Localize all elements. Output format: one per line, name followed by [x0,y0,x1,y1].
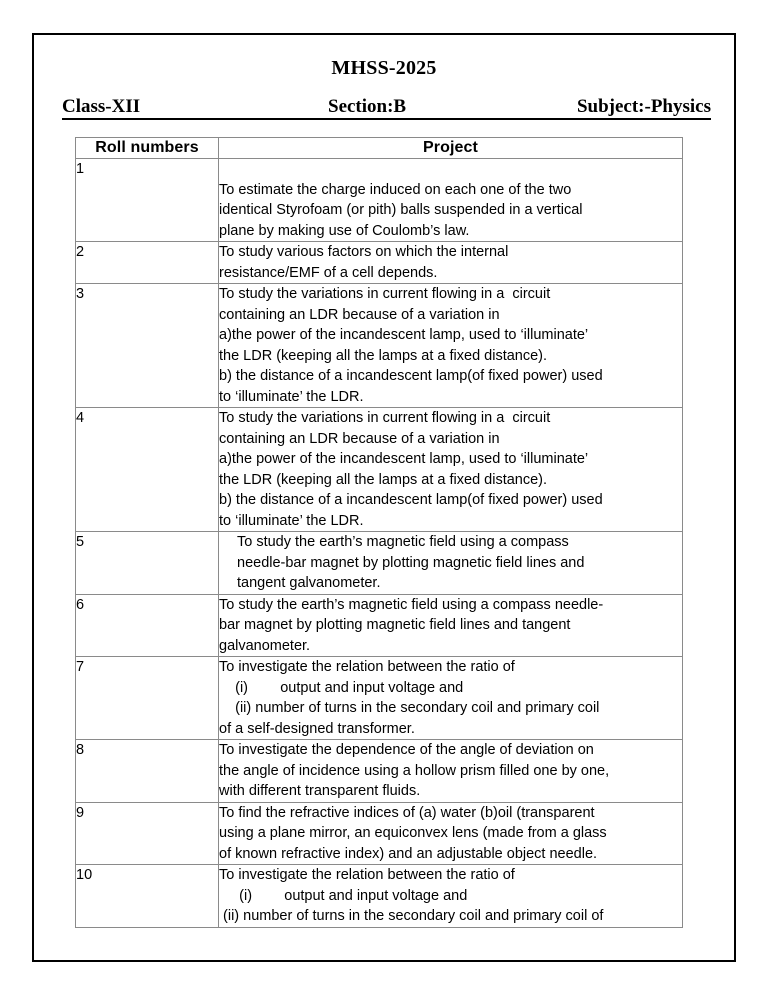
document-page [32,33,736,962]
page-title: MHSS-2025 [331,57,437,79]
table-row [76,802,683,865]
project-text-line: resistance/EMF of a cell depends. [219,264,438,281]
table-row [76,242,683,284]
project-text-line: (ii) number of turns in the secondary coil and primary coil of [219,908,604,924]
project-text-line: To study the earth’s magnetic field using a compass [237,534,569,550]
table-header-row [76,138,683,159]
cell-roll-number: 9 [76,802,219,865]
project-text-line: To find the refractive indices of (a) water (b)oil (transparent [219,804,595,821]
table-row [76,740,683,803]
project-text-line: galvanometer. [219,637,311,654]
class-section-subject-heading [34,94,734,120]
project-text-line: using a plane mirror, an equiconvex lens (made from a glass [219,825,607,841]
cell-roll-number: 1 [76,159,219,242]
project-text-line: b) the distance of a incandescent lamp(of fixed power) used [219,368,603,384]
project-text-line: (i) output and input voltage and [219,887,468,904]
cell-project-description [219,865,683,928]
project-text-line: to ‘illuminate’ the LDR. [219,388,364,405]
table-row [76,284,683,408]
project-text-line: containing an LDR because of a variation in [219,306,500,323]
project-text-line: containing an LDR because of a variation in [219,430,500,447]
cell-project-description [219,594,683,657]
project-text-line: To study the variations in current flowing in a circuit [219,410,551,426]
cell-project-description [219,740,683,803]
project-text-line: identical Styrofoam (or pith) balls suspended in a vertical [219,202,583,218]
table-row [76,532,683,595]
project-text-line: To investigate the relation between the ratio of [219,867,515,883]
heading-subject: Subject:-Physics [576,96,711,117]
project-text-line: with different transparent fluids. [219,783,421,799]
cell-project-description [219,657,683,740]
cell-project-description [219,802,683,865]
project-text-line: bar magnet by plotting magnetic field lines and tangent [219,617,571,633]
project-text-line: the LDR (keeping all the lamps at a fixed distance). [219,347,548,364]
project-text-line: (i) output and input voltage and [219,679,464,696]
cell-project-description [219,532,683,595]
column-header-roll-numbers: Roll numbers [76,138,219,159]
project-text-line: To study various factors on which the internal [219,244,509,260]
heading-section: Section:B [328,96,407,117]
projects-table [75,137,683,928]
project-text-line: needle-bar magnet by plotting magnetic field lines and [237,554,585,571]
project-text-line: a)the power of the incandescent lamp, used to ‘illuminate’ [219,451,589,467]
project-text-line: b) the distance of a incandescent lamp(of fixed power) used [219,492,603,508]
project-text-line: To study the variations in current flowing in a circuit [219,286,551,302]
cell-project-description [219,242,683,284]
cell-roll-number: 3 [76,284,219,408]
cell-roll-number: 2 [76,242,219,284]
table-row [76,865,683,928]
project-text-line: tangent galvanometer. [237,575,381,591]
project-text-line: a)the power of the incandescent lamp, used to ‘illuminate’ [219,327,589,343]
project-text-line: of known refractive index) and an adjustable object needle. [219,845,598,862]
table-row [76,657,683,740]
project-text-line: To study the earth’s magnetic field using a compass needle- [219,596,604,613]
project-text-line [219,159,682,180]
projects-table-body [76,159,683,928]
cell-project-description [219,408,683,532]
project-text-line: of a self-designed transformer. [219,720,415,737]
cell-roll-number: 4 [76,408,219,532]
project-text-line: to ‘illuminate’ the LDR. [219,512,364,529]
project-text-line: To investigate the relation between the ratio of [219,659,515,675]
cell-project-description [219,159,683,242]
cell-roll-number: 6 [76,594,219,657]
heading-underline-group [62,94,711,120]
project-text-line: (ii) number of turns in the secondary coil and primary coil [219,700,600,716]
table-row [76,408,683,532]
cell-roll-number: 7 [76,657,219,740]
project-text-line: the LDR (keeping all the lamps at a fixed distance). [219,471,548,488]
project-text-line: plane by making use of Coulomb’s law. [219,222,470,239]
project-text-line: To investigate the dependence of the angle of deviation on [219,742,594,758]
table-row [76,594,683,657]
column-header-project: Project [219,138,683,159]
cell-roll-number: 8 [76,740,219,803]
project-text-line: the angle of incidence using a hollow prism filled one by one, [219,762,610,779]
cell-roll-number: 10 [76,865,219,928]
table-row [76,159,683,242]
project-text-line: To estimate the charge induced on each one of the two [219,181,572,198]
heading-class: Class-XII [62,96,141,117]
projects-table-wrapper [75,137,720,928]
cell-roll-number: 5 [76,532,219,595]
cell-project-description [219,284,683,408]
